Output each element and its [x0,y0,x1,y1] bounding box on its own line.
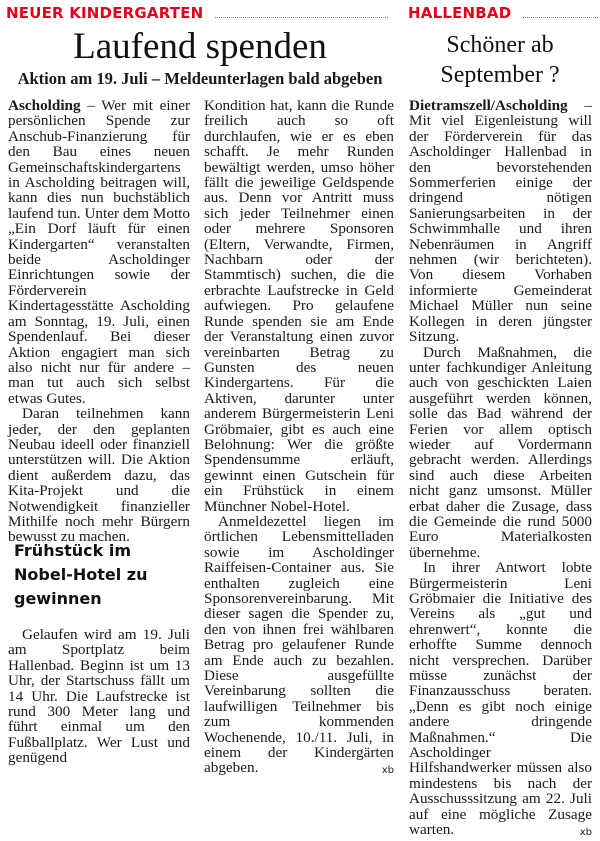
article1-column-1 [8,98,190,545]
kicker-row-hallenbad [408,2,598,24]
kicker-kindergarten: NEUER KINDERGARTEN [6,4,204,22]
article1-paragraph-4: Kondition hat, kann die Runde freilich auch so oft durchlaufen, wie er es eben schafft. Je mehr Runden bewältigt werden, umso höher fällt die jeweilige Geldspende aus. Denn vor Antritt muss sich jeder Teilnehmer einen oder mehrere Sponsoren (Eltern, Verwandte, Firmen, Nachbarn oder der Stammtisch) suchen, die die erbrachte Laufstrecke in Geld aufwiegen. Pro gelaufene Runde spenden sie am Ende der Veranstaltung einen zuvor vereinbarten Betrag zu Gunsten des neuen Kindergartens. Für die Aktiven, darunter unter anderem Bürgermeisterin Leni Gröbmaier, gibt es auch eine Belohnung: Wer die größte Spendensumme erläuft, gewinnt einen Gutschein für ein Frühstück in einem Münchner Nobel-Hotel. [204,97,394,515]
article2-p3-text: In ihrer Antwort lobte Bürgermeisterin Leni Gröbmaier die Initiative des Vereins als „gut und ehrenwert“, konnte die erhoffte Summe dennoch nicht versprechen. Darüber müsse zunächst der Finanzausschuss beraten. „Denn es gibt noch einige andere dringende Maßnahmen.“ Die Ascholdinger Hilfshandwerker müssen also mindestens bis nach der Ausschusssitzung am 22. Juli auf eine mögliche Zusage warten. [409,559,592,839]
article1-column-2 [204,98,394,779]
author-signature: xb [579,827,592,839]
article1-p1-text: – Wer mit einer persönlichen Spende zur Anschub-Finanzierung für den Bau eines neuen Gemeinschaftskindergartens in Ascholding beitragen will, kann dies nun buchstäblich laufend tun. Unter dem Motto „Ein Dorf läuft für einen Kindergarten“ veranstalten beide Ascholdinger Einrichtungen sowie der Förderverein Kindertagesstätte Ascholding am Sonntag, 19. Juli, einen Spendenlauf. Bei dieser Aktion engagiert man sich also nicht nur für andere – man tut auch sich selbst etwas Gutes. [8,97,190,407]
article1-column-1-lower [8,627,190,766]
kicker-hallenbad: HALLENBAD [408,4,512,22]
headline-laufend-spenden: Laufend spenden [73,26,327,67]
article1-paragraph-2: Daran teilnehmen kann jeder, der den geplanten Neubau ideell oder finanziell unterstützen will. Die Aktion dient außerdem dazu, das Kita-Projekt und die Notwendigkeit finanzieller Mithilfe noch mehr Bürgern bewusst zu machen. [8,405,190,546]
article1-paragraph-1 [8,98,190,406]
article2-paragraph-2: Durch Maßnahmen, die unter fachkundiger Anleitung auch von geschickten Laien ausgeführt werden können, solle das Bad während der Ferien vor allem optisch wieder auf Vordermann gebracht werden. Allerdings sind auch diese Arbeiten nicht ganz umsonst. Müller erbat daher die Zusage, dass die Gemeinde die rund 5000 Euro Materialkosten übernehme. [409,343,592,561]
headline-schoener-ab-september: Schöner ab September ? [440,32,560,88]
dotted-divider [523,17,598,18]
dateline-dietramszell: Dietramszell/Ascholding [409,97,568,114]
dateline-ascholding: Ascholding [8,97,81,114]
article2-p1-text: – Mit viel Eigenleistung will der Förderverein für das Ascholdinger Hallenbad in den bevorstehenden Sommerferien einige der dringend nötigen Sanierungsarbeiten in der Schwimmhalle und ihren Nebenräumen in Angriff nehmen (wir berichteten). Von diesem Vorhaben informierte Gemeinderat Michael Müller nun seine Kollegen in deren jüngster Sitzung. [409,97,592,346]
article2-paragraph-3 [409,560,592,837]
subhead-fruehstueck: Frühstück im Nobel-Hotel zu gewinnen [14,541,148,608]
article2-paragraph-1 [409,98,592,345]
article1-paragraph-5 [204,514,394,776]
subheadline-kindergarten: Aktion am 19. Juli – Meldeunterlagen bald abgeben [17,69,383,88]
dotted-divider [215,17,388,18]
article1-p5-text: Anmeldezettel liegen im örtlichen Lebensmittelladen sowie im Ascholdinger Raiffeisen-Container aus. Sie enthalten zugleich eine Sponsorenvereinbarung. Mit dieser sagen die Spender zu, den von ihnen frei wählbaren Betrag pro gelaufener Runde am Ende auch zu bezahlen. Diese ausgefüllte Vereinbarung sollten die laufwilligen Teilnehmer bis zum kommenden Wochenende, 10./11. Juli, in einem der Kindergärten abgeben. [204,512,394,777]
kicker-row-kindergarten [6,2,388,24]
author-signature: xb [381,765,394,777]
article2-column [409,98,592,841]
article1-paragraph-3: Gelaufen wird am 19. Juli am Sportplatz beim Hallenbad. Beginn ist um 13 Uhr, der Startschuss fällt um 14 Uhr. Die Laufstrecke ist rund 300 Meter lang und führt einmal um den Fußballplatz. Wer Lust und genügend [8,626,190,767]
